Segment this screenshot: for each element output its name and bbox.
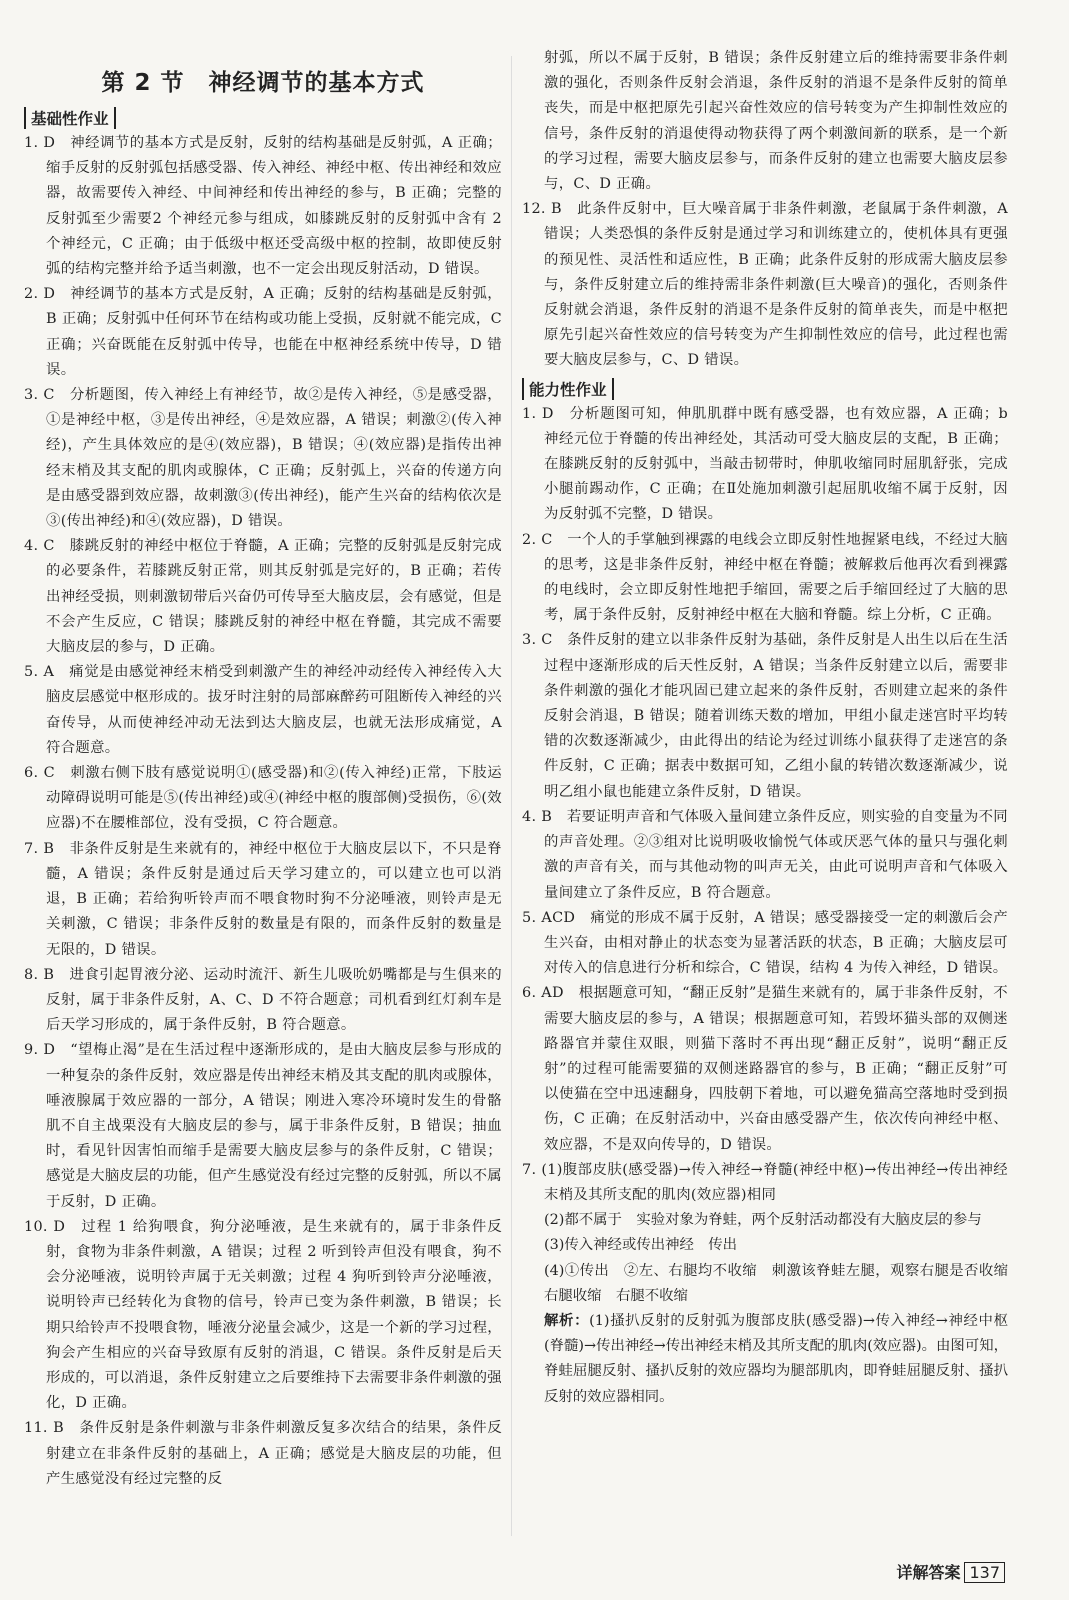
answer-item: 10. D 过程 1 给狗喂食，狗分泌唾液，是生来就有的，属于非条件反射，食物为非条件刺激，A 错误；过程 2 听到铃声但没有喂食，狗不会分泌唾液，说明铃声属于无关刺激；过程 4 狗听到铃声分泌唾液，说明铃声已经转化为食物的信号，铃声已变为条件刺激，B 错误；长期只给铃声不投喂食物，唾液分泌量会减少，这是一个新的学习过程，狗会产生相应的兴奋导致原有反射的消退，C 错误。条件反射是后天形成的，可以消退，条件反射建立之后要维持下去需要非条件刺激的强化，D 正确。	[24, 1218, 502, 1412]
answer-item: 7. B 非条件反射是生来就有的，神经中枢位于大脑皮层以下，不只是脊髓，A 错误；条件反射是通过后天学习建立的，可以建立也可以消退，B 正确；若给狗听铃声而不喂食物时狗不分泌唾液，则铃声是无关刺激，C 错误；非条件反射的数量是有限的，而条件反射的数量是无限的，D 错误。	[24, 840, 502, 958]
answer-item: 6. C 刺激右侧下肢有感觉说明①(感受器)和②(传入神经)正常，下肢运动障碍说明可能是⑤(传出神经)或④(神经中枢的腹部侧)受损伤，⑥(效应器)不在腰椎部位，没有受损，C 符合题意。	[24, 765, 502, 832]
answer-item: 1. D 神经调节的基本方式是反射，反射的结构基础是反射弧，A 正确；缩手反射的反射弧包括感受器、传入神经、神经中枢、传出神经和效应器，故需要传入神经、中间神经和传出神经的参与，B 正确；完整的反射弧至少需要2 个神经元参与组成，如膝跳反射的反射弧中含有 2 个神经元，C 正确；由于低级中枢还受高级中枢的控制，故即使反射弧的结构完整并给予适当刺激，也不一定会出现反射活动，D 错误。	[24, 135, 502, 278]
answer-item: 5. A 痛觉是由感觉神经末梢受到刺激产生的神经冲动经传入神经传入大脑皮层感觉中枢形成的。拔牙时注射的局部麻醉药可阻断传入神经的兴奋传导，从而使神经冲动无法到达大脑皮层，也就无法形成痛觉，A 符合题意。	[24, 664, 502, 756]
answer-item: 2. D 神经调节的基本方式是反射，A 正确；反射的结构基础是反射弧，B 正确；反射弧中任何环节在结构或功能上受损，反射就不能完成，C 正确；兴奋既能在反射弧中传导，也能在中枢神经系统中传导，D 错误。	[24, 286, 502, 378]
ability-homework-label: 能力性作业	[522, 378, 614, 400]
footer-label: 详解答案	[896, 1563, 961, 1582]
right-column	[522, 46, 1023, 1410]
column-divider	[511, 56, 512, 1536]
answer-item: 3. C 条件反射的建立以非条件反射为基础，条件反射是人出生以后在生活过程中逐渐形成的后天性反射，A 错误；当条件反射建立以后，需要非条件刺激的强化才能巩固已建立起来的条件反射，否则建立起来的条件反射会消退，B 错误；随着训练天数的增加，甲组小鼠走迷宫时平均转错的次数逐渐减少，由此得出的结论为经过训练小鼠获得了走迷宫的条件反射，C 正确；据表中数据可知，乙组小鼠的转错次数逐渐减少，说明乙组小鼠也能建立条件反射，D 错误。	[522, 632, 1008, 800]
analysis	[522, 1309, 1008, 1410]
answer-item: 11. B 条件反射是条件刺激与非条件刺激反复多次结合的结果，条件反射建立在非条件反射的基础上，A 正确；感觉是大脑皮层的功能，但产生感觉没有经过完整的反	[24, 1420, 502, 1487]
ability-answer-list	[522, 402, 1023, 1410]
answer-item: 5. ACD 痛觉的形成不属于反射，A 错误；感受器接受一定的刺激后会产生兴奋，由相对静止的状态变为显著活跃的状态，B 正确；大脑皮层可对传入的信息进行分析和综合，C 错误，结构 4 为传入神经，D 错误。	[522, 909, 1008, 977]
answer-item: 4. B 若要证明声音和气体吸入量间建立条件反应，则实验的自变量为不同的声音处理。②③组对比说明吸收愉悦气体或厌恶气体的量只与强化刺激的声音有关，而与其他动物的叫声无关，由此可说明声音和气体吸入量间建立了条件反应，B 符合题意。	[522, 808, 1008, 901]
answer-item: 3. C 分析题图，传入神经上有神经节，故②是传入神经，⑤是感受器，①是神经中枢，③是传出神经，④是效应器，A 错误；刺激②(传入神经)，产生具体效应的是④(效应器)，B 错误；④(效应器)是指传出神经末梢及其支配的肌肉或腺体，C 正确；反射弧上，兴奋的传递方向是由感受器到效应器，故刺激③(传出神经)，能产生兴奋的结构依次是③(传出神经)和④(效应器)，D 错误。	[24, 387, 502, 530]
answer-item-continued: 射弧，所以不属于反射，B 错误；条件反射建立后的维持需要非条件刺激的强化，否则条件反射会消退，条件反射的消退不是条件反射的简单丧失，而是中枢把原先引起兴奋性效应的信号转变为产生抑制性效应的信号，条件反射的消退使得动物获得了两个刺激间新的联系，是一个新的学习过程，需要大脑皮层参与，而条件反射的建立也需要大脑皮层参与，C、D 正确。	[544, 50, 1008, 193]
analysis-text: (1)搔扒反射的反射弧为腹部皮肤(感受器)→传入神经→神经中枢(脊髓)→传出神经→传出神经末梢及其所支配的肌肉(效应器)。由图可知，脊蛙屈腿反射、搔扒反射的效应器均为腿部肌肉，即脊蛙屈腿反射、搔扒反射的效应器相同。	[544, 1312, 1008, 1405]
sub-answer: (2)都不属于 实验对象为脊蛙，两个反射活动都没有大脑皮层的参与	[544, 1212, 982, 1229]
answer-item: 2. C 一个人的手掌触到裸露的电线会立即反射性地握紧电线，不经过大脑的思考，这是非条件反射，神经中枢在脊髓；被解救后他再次看到裸露的电线时，会立即反射性地把手缩回，需要之后手缩回经过了大脑的思考，属于条件反射，反射神经中枢在大脑和脊髓。综上分析，C 正确。	[522, 531, 1008, 624]
sub-answer: (3)传入神经或传出神经 传出	[544, 1237, 738, 1254]
answer-item: 9. D “望梅止渴”是在生活过程中逐渐形成的，是由大脑皮层参与形成的一种复杂的条件反射，效应器是传出神经末梢及其支配的肌肉或腺体，唾液腺属于效应器的一部分，A 错误；刚进入寒冷环境时发生的骨骼肌不自主战栗没有大脑皮层的参与，属于非条件反射，B 错误；抽血时，看见针因害怕而缩手是需要大脑皮层参与的条件反射，C 错误；感觉是大脑皮层的功能，但产生感觉没有经过完整的反射弧，所以不属于反射，D 正确。	[24, 1042, 502, 1210]
basic-answer-list	[24, 131, 502, 1492]
answer-item: 7. (1)腹部皮肤(感受器)→传入神经→脊髓(神经中枢)→传出神经→传出神经末梢及其所支配的肌肉(效应器)相同	[522, 1161, 1008, 1203]
answer-item: 1. D 分析题图可知，伸肌肌群中既有感受器，也有效应器，A 正确；b 神经元位于脊髓的传出神经处，其活动可受大脑皮层的支配，B 正确；在膝跳反射的反射弧中，当敲击韧带时，伸肌收缩同时屈肌舒张，完成小腿前踢动作，C 正确；在Ⅱ处施加刺激引起屈肌收缩不属于反射，因为反射弧不完整，D 错误。	[522, 405, 1008, 523]
answer-item: 12. B 此条件反射中，巨大噪音属于非条件刺激，老鼠属于条件刺激，A 错误；人类恐惧的条件反射是通过学习和训练建立的，使机体具有更强的预见性、灵活性和适应性，B 正确；此条件反射的形成需大脑皮层参与，条件反射建立后的维持需非条件刺激(巨大噪音)的强化，否则条件反射就会消退，条件反射的消退不是条件反射的简单丧失，而是中枢把原先引起兴奋性效应的信号转变为产生抑制性效应的信号，此过程也需要大脑皮层参与，C、D 错误。	[522, 201, 1008, 369]
answer-item: 8. B 进食引起胃液分泌、运动时流汗、新生儿吸吮奶嘴都是与生俱来的反射，属于非条件反射，A、C、D 不符合题意；司机看到红灯刹车是后天学习形成的，属于条件反射，B 符合题意。	[24, 966, 502, 1034]
left-column	[24, 46, 502, 1492]
page-number: 137	[964, 1562, 1005, 1583]
analysis-label: 解析：	[544, 1312, 590, 1329]
basic-homework-label: 基础性作业	[24, 107, 116, 129]
answer-item: 6. AD 根据题意可知，“翻正反射”是猫生来就有的，属于非条件反射，不需要大脑皮层的参与，A 错误；根据题意可知，若毁坏猫头部的双侧迷路器官并蒙住双眼，则猫下落时不再出现“翻正反射”，说明“翻正反射”的过程可能需要猫的双侧迷路器官的参与，B 正确；“翻正反射”可以使猫在空中迅速翻身，四肢朝下着地，可以避免猫高空落地时受到损伤，C 正确；在反射活动中，兴奋由感受器产生，依次传向神经中枢、效应器，不是双向传导的，D 错误。	[522, 985, 1008, 1153]
answer-item: 4. C 膝跳反射的神经中枢位于脊髓，A 正确；完整的反射弧是反射完成的必要条件，若膝跳反射正常，则其反射弧是完好的，B 正确；若传出神经受损，则刺激韧带后兴奋仍可传导至大脑皮层，会有感觉，但是不会产生反应，C 错误；膝跳反射的神经中枢在脊髓，其完成不需要大脑皮层的参与，D 正确。	[24, 538, 502, 656]
section-title: 第 2 节 神经调节的基本方式	[101, 70, 425, 96]
sub-answer: (4)①传出 ②左、右腿均不收缩 刺激该脊蛙左腿，观察右腿是否收缩 右腿收缩 右腿不收缩	[544, 1262, 1023, 1304]
page-footer	[896, 1560, 1005, 1583]
